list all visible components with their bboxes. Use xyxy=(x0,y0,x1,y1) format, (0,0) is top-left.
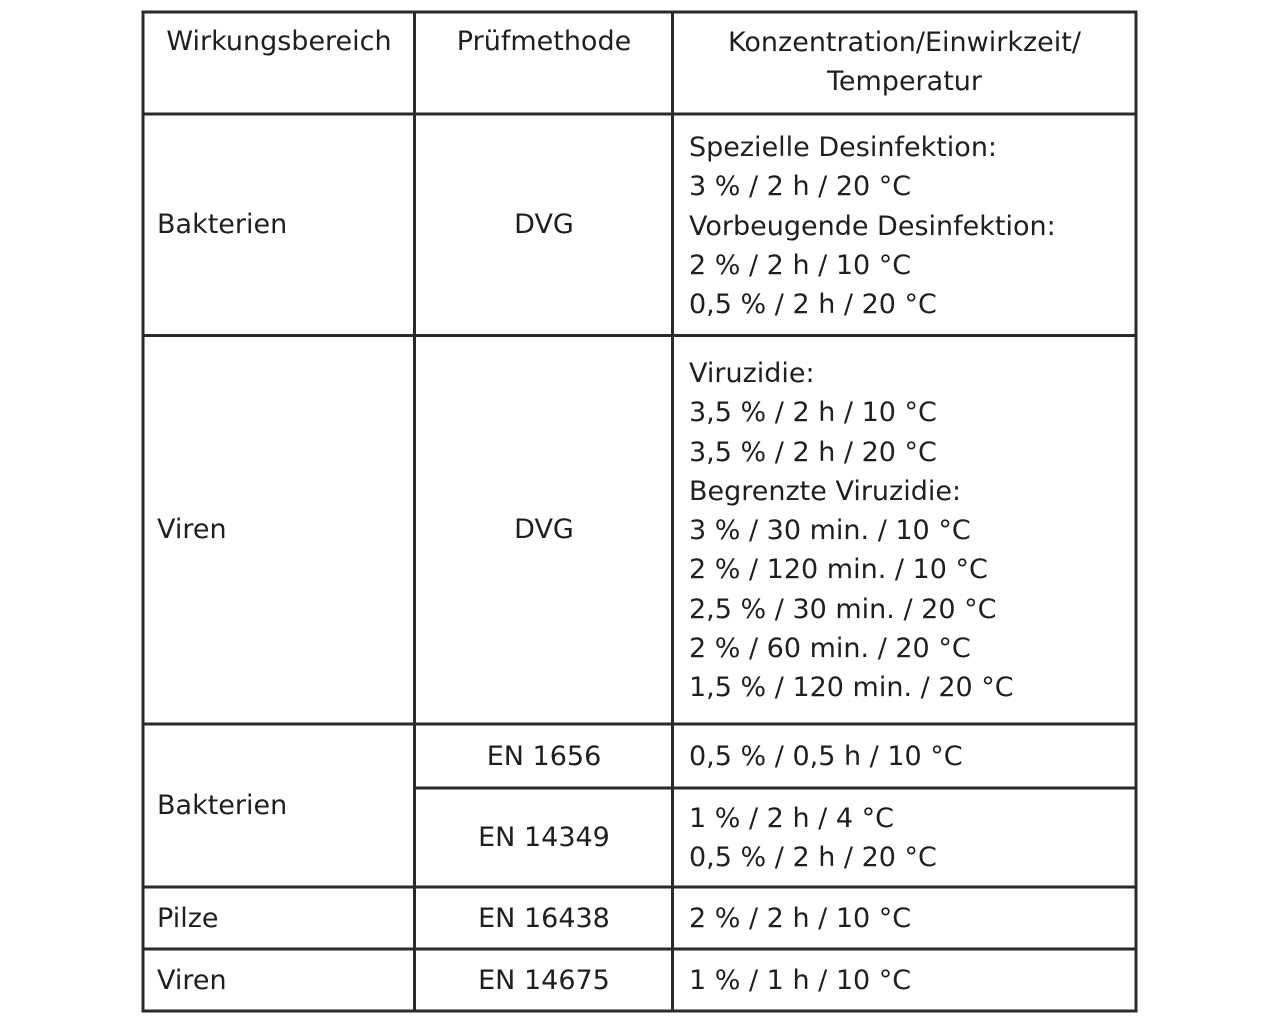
row-5-method xyxy=(415,951,673,1010)
header-label: Prüfmethode xyxy=(456,26,632,58)
header-pruefmethode xyxy=(415,14,673,70)
condition-line: 2 % / 2 h / 10 °C xyxy=(689,249,912,281)
condition-line: 2 % / 60 min. / 20 °C xyxy=(689,633,971,665)
condition-line: 0,5 % / 2 h / 20 °C xyxy=(689,842,937,873)
condition-line: Vorbeugende Desinfektion: xyxy=(689,210,1056,242)
area-label: Bakterien xyxy=(157,209,288,241)
row-3b-conditions xyxy=(689,790,1134,886)
header-label-line1: Konzentration/Einwirkzeit/ xyxy=(728,26,1081,58)
row-5-area xyxy=(157,951,414,1010)
condition-line: 1 % / 2 h / 4 °C xyxy=(689,802,894,834)
condition-line: 1 % / 1 h / 10 °C xyxy=(689,964,912,996)
condition-line: 0,5 % / 2 h / 20 °C xyxy=(689,289,937,321)
row-3a-method xyxy=(415,726,673,787)
method-label: DVG xyxy=(514,514,574,546)
header-wirkungsbereich xyxy=(143,14,415,70)
condition-line: 3 % / 30 min. / 10 °C xyxy=(689,515,971,547)
area-label: Bakterien xyxy=(157,790,288,822)
method-label: EN 16438 xyxy=(478,902,610,934)
row-2-conditions xyxy=(689,354,1134,714)
row-1-conditions xyxy=(689,128,1134,325)
row-4-method xyxy=(415,889,673,948)
row-3a-conditions xyxy=(689,726,1134,787)
row-3-area xyxy=(157,726,414,886)
header-label: Wirkungsbereich xyxy=(166,26,392,58)
area-label: Viren xyxy=(157,964,227,996)
condition-line: 2,5 % / 30 min. / 20 °C xyxy=(689,593,997,625)
method-label: EN 14675 xyxy=(478,964,610,996)
condition-line: 3,5 % / 2 h / 20 °C xyxy=(689,436,937,468)
condition-line: 2 % / 120 min. / 10 °C xyxy=(689,554,988,586)
header-konzentration xyxy=(673,22,1136,102)
method-label: DVG xyxy=(514,209,574,241)
header-label-line2: Temperatur xyxy=(826,66,982,97)
condition-line: Viruzidie: xyxy=(689,358,815,389)
row-2-area xyxy=(157,337,414,723)
method-label: EN 14349 xyxy=(478,822,610,854)
row-4-conditions xyxy=(689,889,1134,948)
condition-line: 2 % / 2 h / 10 °C xyxy=(689,902,912,934)
row-1-method xyxy=(415,115,673,335)
condition-line: 3,5 % / 2 h / 10 °C xyxy=(689,397,937,429)
method-label: EN 1656 xyxy=(486,740,602,772)
row-1-area xyxy=(157,115,414,335)
area-label: Pilze xyxy=(157,902,219,934)
row-5-conditions xyxy=(689,951,1134,1010)
row-3b-method xyxy=(415,790,673,886)
condition-line: Spezielle Desinfektion: xyxy=(689,132,998,163)
condition-line: 0,5 % / 0,5 h / 10 °C xyxy=(689,740,963,772)
condition-line: 1,5 % / 120 min. / 20 °C xyxy=(689,672,1014,704)
row-2-method xyxy=(415,337,673,723)
area-label: Viren xyxy=(157,514,227,546)
condition-line: 3 % / 2 h / 20 °C xyxy=(689,171,912,203)
row-4-area xyxy=(157,889,414,948)
condition-line: Begrenzte Viruzidie: xyxy=(689,475,962,507)
